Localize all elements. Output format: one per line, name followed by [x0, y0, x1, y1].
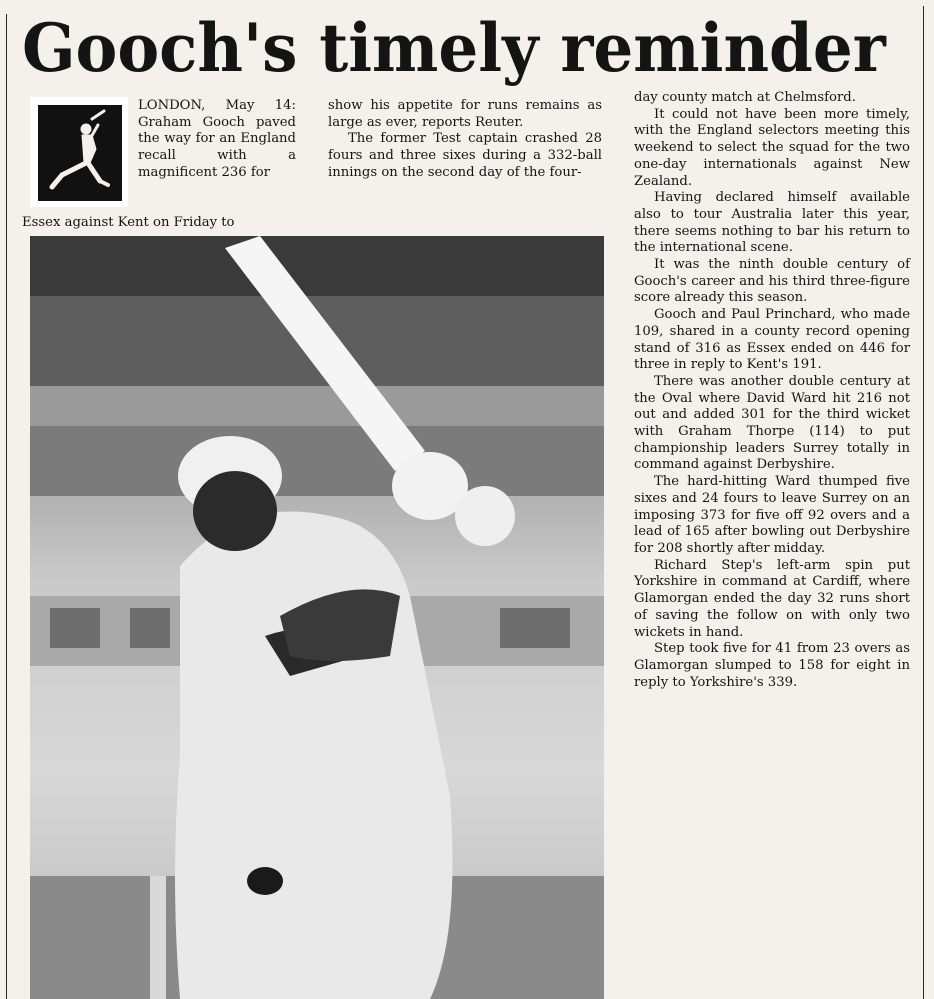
column-3-paragraph: Gooch and Paul Princhard, who made 109, shared in a county record opening stand of 316 as Essex ended on 446 for three in reply to Kent's 191. — [634, 307, 910, 373]
left-column-rule — [6, 14, 7, 999]
lede-text: Graham Gooch paved the way for an England recall with a magnificent 236 for — [138, 114, 296, 180]
column-2-paragraph: The former Test captain crashed 28 fours and three sixes during a 332-ball innings on the second day of the four- — [328, 131, 602, 180]
right-column-rule — [923, 6, 924, 999]
column-3-paragraph: The hard-hitting Ward thumped five sixes and 24 fours to leave Surrey on an imposing 373 for five off 92 overs and a lead of 165 after bowling out Derbyshire for 208 shortly after midday. — [634, 474, 910, 556]
column-3-paragraph: Step took five for 41 from 23 overs as Glamorgan slumped to 158 for eight in reply to Yorkshire's 339. — [634, 641, 910, 690]
column-3-paragraph: day county match at Chelmsford. — [634, 90, 856, 105]
column-3-paragraph: It was the ninth double century of Gooch's career and his third three-figure score already this season. — [634, 257, 910, 306]
column-3-paragraph: There was another double century at the Oval where David Ward hit 216 not out and added 301 for the third wicket with Graham Thorpe (114) to put championship leaders Surrey totally in command against Derbyshire. — [634, 373, 910, 473]
column-3-paragraph: Richard Step's left-arm spin put Yorkshire in command at Cardiff, where Glamorgan ended the day 32 runs short of saving the follow on with only two wickets in hand. — [634, 557, 910, 640]
lede-paragraph — [138, 98, 296, 182]
column-3-paragraph: It could not have been more timely, with the England selectors meeting this weekend to select the squad for the two one-day internationals against New Zealand. — [634, 106, 910, 189]
batsman-photo — [30, 236, 604, 999]
batsman-silhouette — [38, 105, 122, 201]
headline: Gooch's timely reminder — [22, 9, 886, 87]
photo-illustration — [30, 236, 604, 999]
column-3 — [634, 90, 910, 691]
cricket-batsman-icon — [30, 97, 128, 207]
column-2 — [328, 98, 602, 182]
logo-background — [38, 105, 122, 201]
dateline: LONDON, May 14: — [138, 98, 296, 113]
lede-continuation: Essex against Kent on Friday to — [22, 215, 235, 230]
column-2-paragraph: show his appetite for runs remains as large as ever, reports Reuter. — [328, 98, 602, 130]
column-3-paragraph: Having declared himself available also to tour Australia later this year, there seems nothing to bar his return to the international scene. — [634, 190, 910, 256]
